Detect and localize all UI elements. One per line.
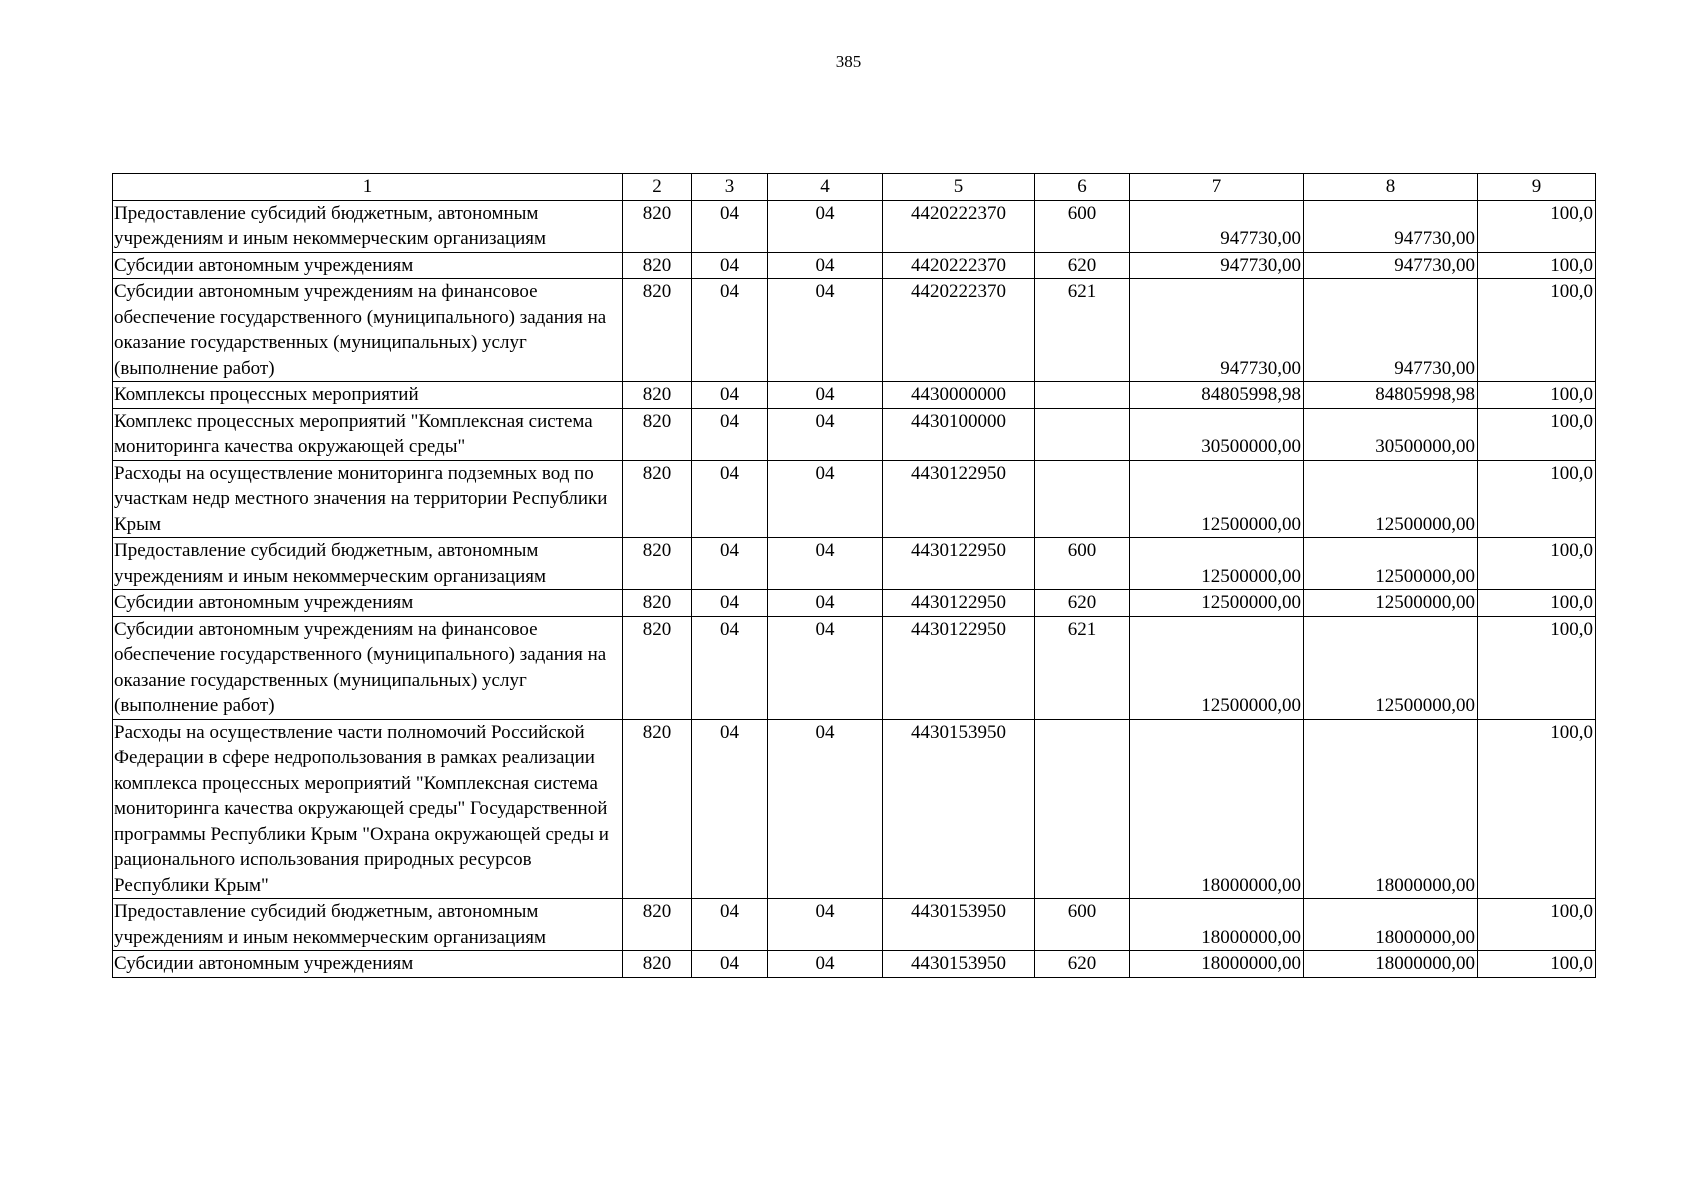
amount-cell: 18000000,00: [1304, 719, 1478, 899]
code-cell: 621: [1035, 279, 1130, 382]
header-row: [113, 174, 1596, 201]
code-cell: 04: [768, 719, 883, 899]
code-cell: 04: [692, 252, 768, 279]
item-name-cell: Субсидии автономным учреждениям: [113, 951, 623, 978]
code-cell: 600: [1035, 538, 1130, 590]
code-cell: 04: [768, 460, 883, 538]
percent-cell: 100,0: [1478, 460, 1596, 538]
code-cell: 620: [1035, 951, 1130, 978]
table-row: [113, 460, 1596, 538]
amount-cell: 12500000,00: [1304, 460, 1478, 538]
percent-cell: 100,0: [1478, 538, 1596, 590]
item-name-cell: Субсидии автономным учреждениям на финансовое обеспечение государственного (муниципального) задания на оказание государственных (муниципальных) услуг (выполнение работ): [113, 279, 623, 382]
code-cell: 620: [1035, 590, 1130, 617]
amount-cell: 947730,00: [1304, 252, 1478, 279]
code-cell: 820: [623, 408, 692, 460]
item-name-cell: Предоставление субсидий бюджетным, автономным учреждениям и иным некоммерческим организациям: [113, 899, 623, 951]
column-header: 1: [113, 174, 623, 201]
column-header: 2: [623, 174, 692, 201]
item-name-cell: Субсидии автономным учреждениям: [113, 590, 623, 617]
item-name-cell: Субсидии автономным учреждениям: [113, 252, 623, 279]
amount-cell: 947730,00: [1130, 252, 1304, 279]
code-cell: 04: [768, 382, 883, 409]
code-cell: 04: [692, 200, 768, 252]
table-row: [113, 252, 1596, 279]
amount-cell: 12500000,00: [1304, 538, 1478, 590]
code-cell: [1035, 408, 1130, 460]
code-cell: 820: [623, 382, 692, 409]
percent-cell: 100,0: [1478, 252, 1596, 279]
column-header: 9: [1478, 174, 1596, 201]
table-row: [113, 382, 1596, 409]
item-name-cell: Предоставление субсидий бюджетным, автономным учреждениям и иным некоммерческим организациям: [113, 538, 623, 590]
amount-cell: 12500000,00: [1304, 590, 1478, 617]
amount-cell: 18000000,00: [1304, 899, 1478, 951]
column-header: 7: [1130, 174, 1304, 201]
code-cell: 4430122950: [883, 590, 1035, 617]
amount-cell: 12500000,00: [1130, 460, 1304, 538]
amount-cell: 947730,00: [1304, 200, 1478, 252]
column-header: 6: [1035, 174, 1130, 201]
table-row: [113, 899, 1596, 951]
code-cell: 4430000000: [883, 382, 1035, 409]
code-cell: 04: [768, 538, 883, 590]
code-cell: 4430122950: [883, 538, 1035, 590]
code-cell: 820: [623, 616, 692, 719]
table-body: [113, 174, 1596, 978]
code-cell: 04: [692, 616, 768, 719]
item-name-cell: Субсидии автономным учреждениям на финансовое обеспечение государственного (муниципального) задания на оказание государственных (муниципальных) услуг (выполнение работ): [113, 616, 623, 719]
code-cell: 04: [692, 590, 768, 617]
code-cell: [1035, 719, 1130, 899]
column-header: 8: [1304, 174, 1478, 201]
amount-cell: 12500000,00: [1130, 616, 1304, 719]
code-cell: 4430122950: [883, 616, 1035, 719]
item-name-cell: Расходы на осуществление части полномочий Российской Федерации в сфере недропользования в рамках реализации комплекса процессных мероприятий "Комплексная система мониторинга качества окружающей среды" Государственной программы Республики Крым "Охрана окружающей среды и рационального использования природных ресурсов Республики Крым": [113, 719, 623, 899]
table-row: [113, 590, 1596, 617]
percent-cell: 100,0: [1478, 899, 1596, 951]
code-cell: 04: [692, 951, 768, 978]
code-cell: 4420222370: [883, 252, 1035, 279]
code-cell: 04: [768, 616, 883, 719]
percent-cell: 100,0: [1478, 719, 1596, 899]
code-cell: 600: [1035, 200, 1130, 252]
page-number: 385: [835, 52, 862, 71]
column-header: 3: [692, 174, 768, 201]
item-name-cell: Предоставление субсидий бюджетным, автономным учреждениям и иным некоммерческим организациям: [113, 200, 623, 252]
code-cell: 4430153950: [883, 719, 1035, 899]
table-row: [113, 538, 1596, 590]
amount-cell: 947730,00: [1130, 279, 1304, 382]
percent-cell: 100,0: [1478, 279, 1596, 382]
amount-cell: 84805998,98: [1130, 382, 1304, 409]
code-cell: [1035, 460, 1130, 538]
code-cell: 4420222370: [883, 279, 1035, 382]
code-cell: 820: [623, 460, 692, 538]
code-cell: 820: [623, 279, 692, 382]
table-row: [113, 719, 1596, 899]
code-cell: 4420222370: [883, 200, 1035, 252]
code-cell: 04: [768, 200, 883, 252]
amount-cell: 12500000,00: [1130, 538, 1304, 590]
code-cell: 04: [692, 279, 768, 382]
percent-cell: 100,0: [1478, 590, 1596, 617]
amount-cell: 947730,00: [1304, 279, 1478, 382]
code-cell: 4430100000: [883, 408, 1035, 460]
percent-cell: 100,0: [1478, 616, 1596, 719]
code-cell: 820: [623, 200, 692, 252]
item-name-cell: Комплекс процессных мероприятий "Комплексная система мониторинга качества окружающей среды": [113, 408, 623, 460]
code-cell: 04: [692, 899, 768, 951]
amount-cell: 18000000,00: [1304, 951, 1478, 978]
code-cell: 820: [623, 538, 692, 590]
code-cell: 820: [623, 719, 692, 899]
code-cell: 04: [768, 279, 883, 382]
amount-cell: 12500000,00: [1304, 616, 1478, 719]
table-row: [113, 951, 1596, 978]
code-cell: 620: [1035, 252, 1130, 279]
amount-cell: 18000000,00: [1130, 719, 1304, 899]
amount-cell: 30500000,00: [1130, 408, 1304, 460]
code-cell: 600: [1035, 899, 1130, 951]
code-cell: [1035, 382, 1130, 409]
code-cell: 820: [623, 951, 692, 978]
code-cell: 04: [692, 460, 768, 538]
budget-table: [112, 173, 1596, 978]
code-cell: 820: [623, 252, 692, 279]
table-row: [113, 408, 1596, 460]
code-cell: 04: [692, 408, 768, 460]
percent-cell: 100,0: [1478, 408, 1596, 460]
percent-cell: 100,0: [1478, 200, 1596, 252]
amount-cell: 30500000,00: [1304, 408, 1478, 460]
code-cell: 04: [768, 899, 883, 951]
code-cell: 4430153950: [883, 899, 1035, 951]
column-header: 5: [883, 174, 1035, 201]
code-cell: 04: [768, 408, 883, 460]
percent-cell: 100,0: [1478, 382, 1596, 409]
code-cell: 820: [623, 899, 692, 951]
amount-cell: 84805998,98: [1304, 382, 1478, 409]
table-row: [113, 279, 1596, 382]
amount-cell: 947730,00: [1130, 200, 1304, 252]
amount-cell: 18000000,00: [1130, 899, 1304, 951]
code-cell: 4430122950: [883, 460, 1035, 538]
item-name-cell: Комплексы процессных мероприятий: [113, 382, 623, 409]
code-cell: 04: [692, 538, 768, 590]
code-cell: 820: [623, 590, 692, 617]
item-name-cell: Расходы на осуществление мониторинга подземных вод по участкам недр местного значения на территории Республики Крым: [113, 460, 623, 538]
column-header: 4: [768, 174, 883, 201]
percent-cell: 100,0: [1478, 951, 1596, 978]
code-cell: 04: [768, 590, 883, 617]
code-cell: 04: [768, 252, 883, 279]
table-row: [113, 616, 1596, 719]
code-cell: 04: [692, 382, 768, 409]
code-cell: 4430153950: [883, 951, 1035, 978]
code-cell: 04: [692, 719, 768, 899]
table-row: [113, 200, 1596, 252]
amount-cell: 12500000,00: [1130, 590, 1304, 617]
amount-cell: 18000000,00: [1130, 951, 1304, 978]
code-cell: 04: [768, 951, 883, 978]
code-cell: 621: [1035, 616, 1130, 719]
